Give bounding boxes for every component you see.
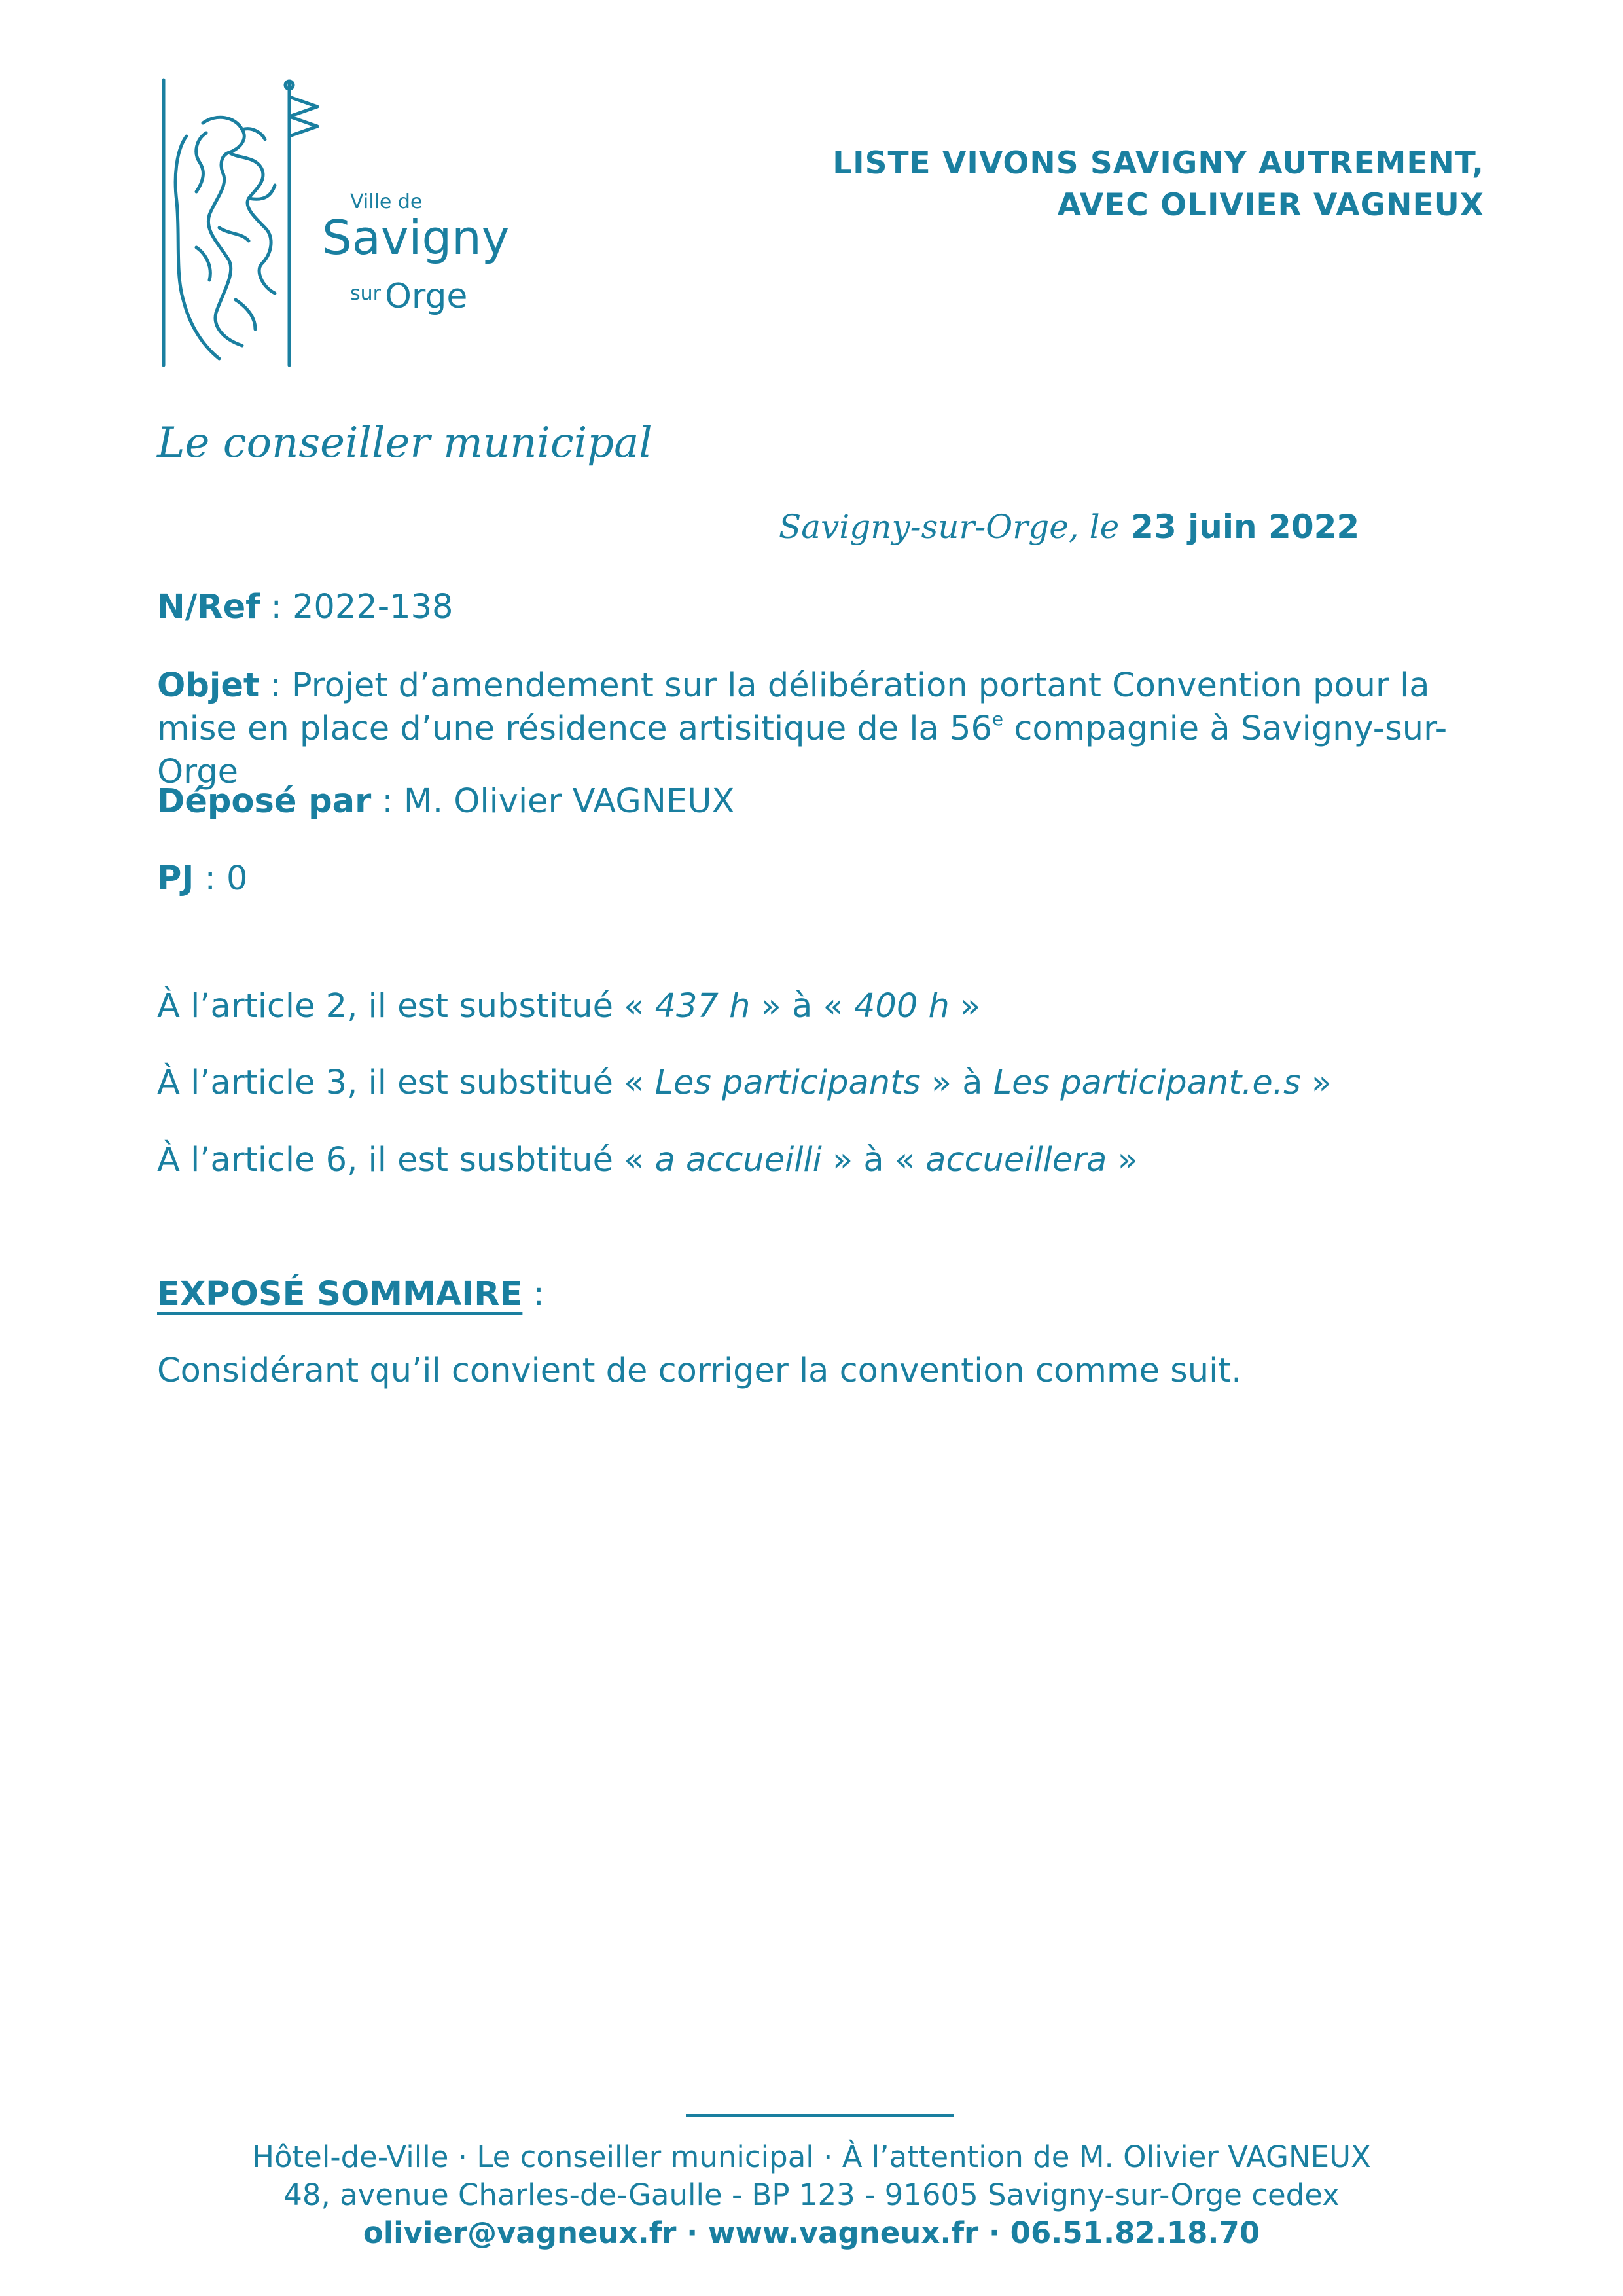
article-mid: » à [920, 1064, 993, 1102]
pj-line [157, 857, 247, 901]
article-old-value: 437 h [654, 987, 751, 1026]
logo-line3a: sur [350, 282, 381, 305]
article-line [157, 985, 980, 1028]
list-header-line1: LISTE VIVONS SAVIGNY AUTREMENT, [832, 145, 1484, 181]
place-date [779, 508, 1359, 546]
considerant-text: Considérant qu’il convient de corriger la convention comme suit. [157, 1352, 1242, 1390]
article-old-value: a accueilli [654, 1141, 822, 1179]
objet-sup: e [991, 708, 1004, 730]
article-post: » [1300, 1064, 1332, 1102]
ref-label: N/Ref [157, 588, 260, 626]
savigny-logo [157, 77, 510, 372]
footer-contact[interactable]: olivier@vagneux.fr · www.vagneux.fr · 06.51.82.18.70 [363, 2215, 1260, 2250]
depose-sep: : [371, 782, 404, 821]
article-mid: » à « [821, 1141, 926, 1179]
footer-line2: 48, avenue Charles-de-Gaulle - BP 123 - 91605 Savigny-sur-Orge cedex [283, 2178, 1340, 2212]
lion-emblem-icon [157, 77, 510, 372]
article-mid: » à « [750, 987, 854, 1026]
date-text: 23 juin 2022 [1131, 508, 1360, 546]
depose-value: M. Olivier VAGNEUX [403, 782, 735, 821]
ref-value: 2022-138 [292, 588, 454, 626]
document-title: Le conseiller municipal [157, 419, 652, 467]
article-new-value: Les participant.e.s [993, 1064, 1301, 1102]
footer-line1: Hôtel-de-Ville · Le conseiller municipal · À l’attention de M. Olivier VAGNEUX [252, 2140, 1371, 2174]
objet-label: Objet [157, 666, 260, 705]
list-header [832, 143, 1484, 226]
article-new-value: 400 h [853, 987, 950, 1026]
pj-value: 0 [226, 859, 248, 898]
article-pre: À l’article 2, il est substitué « [157, 987, 655, 1026]
expose-sep: : [522, 1275, 544, 1314]
pj-sep: : [194, 859, 226, 898]
article-pre: À l’article 3, il est substitué « [157, 1064, 655, 1102]
pj-label: PJ [157, 859, 194, 898]
logo-line3b: Orge [385, 277, 468, 316]
ref-sep: : [260, 588, 293, 626]
article-old-value: Les participants [654, 1064, 921, 1102]
objet-block [157, 664, 1492, 794]
depose-line [157, 780, 734, 823]
depose-label: Déposé par [157, 782, 372, 821]
article-post: » [1107, 1141, 1138, 1179]
article-new-value: accueillera [925, 1141, 1107, 1179]
place-text: Savigny-sur-Orge, le [779, 508, 1120, 546]
article-line [157, 1062, 1332, 1105]
article-line [157, 1139, 1138, 1182]
list-header-line2: AVEC OLIVIER VAGNEUX [1057, 187, 1484, 223]
logo-line2: Savigny [322, 210, 510, 265]
objet-text2: compagnie à Savigny-sur-Orge [157, 709, 1448, 791]
article-post: » [949, 987, 981, 1026]
reference-line [157, 586, 454, 629]
expose-heading [157, 1273, 544, 1316]
footer-divider [686, 2114, 954, 2117]
logo-line1: Ville de [350, 190, 423, 213]
article-pre: À l’article 6, il est susbtitué « [157, 1141, 655, 1179]
objet-text1: Projet d’amendement sur la délibération portant Convention pour la mise en place d’une résidence artisitique de la 56 [157, 666, 1430, 748]
expose-label: EXPOSÉ SOMMAIRE [157, 1275, 523, 1314]
objet-sep: : [259, 666, 292, 705]
